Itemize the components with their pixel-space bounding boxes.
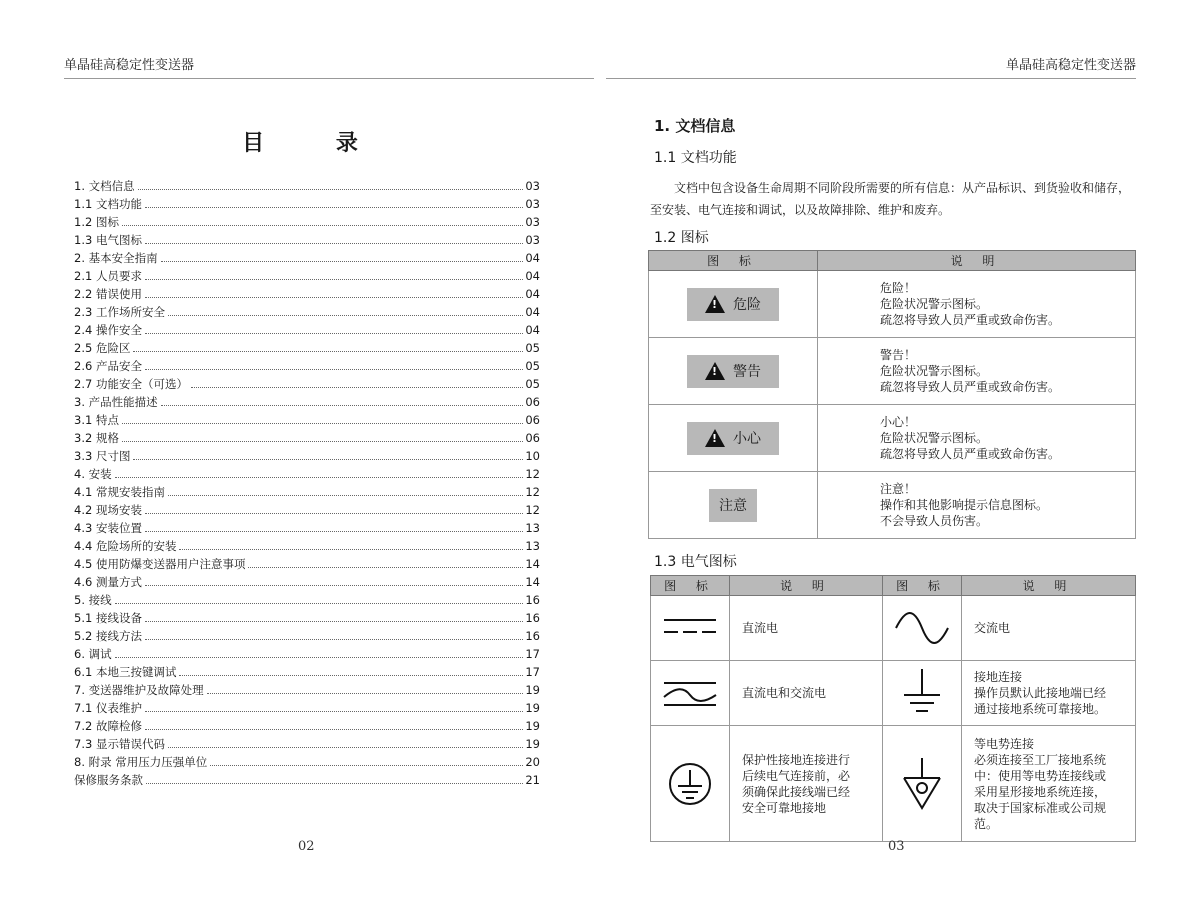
toc-entry-page: 21 (525, 773, 540, 787)
toc-leader-dots (145, 729, 523, 730)
toc-entry-page: 04 (525, 287, 540, 301)
toc-entry (74, 645, 540, 663)
toc-entry-label: 2.1 人员要求 (74, 269, 142, 283)
toc-leader-dots (122, 441, 523, 442)
toc-entry (74, 609, 540, 627)
toc-entry (74, 573, 540, 591)
toc-entry-label: 1.1 文档功能 (74, 197, 142, 211)
description-line: 通过接地系统可靠接地。 (974, 702, 1107, 716)
toc-leader-dots (207, 693, 524, 694)
table-row (649, 271, 1136, 338)
toc-entry (74, 267, 540, 285)
toc-entry-label: 1.2 图标 (74, 215, 119, 229)
toc-entry (74, 357, 540, 375)
toc-entry (74, 717, 540, 735)
toc-entry-label: 2.7 功能安全（可选） (74, 377, 188, 391)
toc-leader-dots (138, 189, 524, 190)
toc-entry-label: 3.2 规格 (74, 431, 119, 445)
toc-leader-dots (145, 585, 523, 586)
description-line: 范。 (974, 816, 999, 831)
toc-entry-page: 16 (525, 629, 540, 643)
description-line: 取决于国家标准或公司规 (974, 800, 1107, 815)
symbol-cell (883, 596, 962, 661)
toc-leader-dots (145, 207, 523, 208)
toc-entry-page: 14 (525, 557, 540, 571)
toc-leader-dots (145, 531, 523, 532)
ground-symbol-icon (890, 661, 954, 725)
hazard-badge-label: 危险 (733, 297, 761, 313)
toc-entry-page: 16 (525, 611, 540, 625)
toc-entry-page: 14 (525, 575, 540, 589)
toc-entry (74, 375, 540, 393)
toc-entry-page: 03 (525, 179, 540, 193)
toc-entry (74, 447, 540, 465)
icon-cell (649, 271, 818, 338)
toc-entry-page: 19 (525, 683, 540, 697)
icons-table (648, 250, 1136, 539)
table-header: 图 标 (651, 576, 730, 596)
description-line: 保护性接地连接进行 (742, 752, 851, 767)
toc-leader-dots (179, 675, 523, 676)
toc-entry-label: 7.1 仪表维护 (74, 701, 142, 715)
toc-entry-page: 12 (525, 467, 540, 481)
toc-entry (74, 681, 540, 699)
toc-leader-dots (168, 747, 523, 748)
toc-entry-page: 03 (525, 233, 540, 247)
header-divider (606, 78, 1136, 79)
toc-leader-dots (115, 657, 524, 658)
toc-entry (74, 429, 540, 447)
description-cell (730, 726, 883, 842)
description-cell (818, 472, 1136, 539)
toc-leader-dots (161, 405, 524, 406)
toc-entry-label: 4.4 危险场所的安装 (74, 539, 177, 553)
icon-cell (649, 338, 818, 405)
toc-entry-label: 3. 产品性能描述 (74, 395, 158, 409)
description-cell (962, 726, 1136, 842)
toc-leader-dots (145, 711, 523, 712)
hazard-badge (687, 355, 779, 388)
toc-leader-dots (122, 225, 523, 226)
toc-entry (74, 771, 540, 789)
toc-leader-dots (145, 621, 523, 622)
description-cell (962, 661, 1136, 726)
table-of-contents (74, 177, 540, 789)
toc-entry (74, 555, 540, 573)
table-row (649, 405, 1136, 472)
toc-entry-label: 4. 安装 (74, 467, 112, 481)
description-cell (730, 661, 883, 726)
table-header: 说 明 (818, 251, 1136, 271)
symbol-cell (883, 726, 962, 842)
toc-entry (74, 303, 540, 321)
toc-entry-label: 5.2 接线方法 (74, 629, 142, 643)
header-divider (64, 78, 594, 79)
toc-entry-label: 保修服务条款 (74, 773, 143, 787)
table-row (651, 661, 1136, 726)
icon-cell (649, 472, 818, 539)
toc-entry (74, 465, 540, 483)
toc-entry-label: 2. 基本安全指南 (74, 251, 158, 265)
description-line: 不会导致人员伤害。 (880, 514, 989, 528)
toc-entry (74, 177, 540, 195)
toc-leader-dots (115, 603, 524, 604)
description-cell (818, 405, 1136, 472)
hazard-badge (709, 489, 757, 522)
section-title: 1. 文档信息 (654, 117, 736, 135)
toc-entry (74, 339, 540, 357)
toc-entry-page: 16 (525, 593, 540, 607)
warning-triangle-icon (705, 362, 725, 380)
table-row (649, 472, 1136, 539)
toc-leader-dots (210, 765, 523, 766)
subsection-title: 1.2 图标 (654, 230, 709, 246)
toc-entry-label: 1.3 电气图标 (74, 233, 142, 247)
toc-entry-page: 06 (525, 413, 540, 427)
description-line: 中：使用等电势连接线或 (974, 768, 1107, 783)
toc-entry-page: 17 (525, 665, 540, 679)
toc-entry-page: 06 (525, 431, 540, 445)
toc-entry (74, 501, 540, 519)
toc-entry-label: 7. 变送器维护及故障处理 (74, 683, 204, 697)
description-line: 小心！ (880, 415, 917, 429)
toc-entry (74, 231, 540, 249)
toc-entry-label: 7.2 故障检修 (74, 719, 142, 733)
description-line: 危险状况警示图标。 (880, 364, 989, 378)
description-line: 危险状况警示图标。 (880, 297, 989, 311)
description-line: 操作员默认此接地端已经 (974, 686, 1107, 700)
protective-earth-icon (658, 752, 722, 816)
toc-entry (74, 735, 540, 753)
toc-entry-page: 19 (525, 701, 540, 715)
description-line: 接地连接 (974, 670, 1023, 684)
toc-entry-page: 05 (525, 341, 540, 355)
toc-entry-label: 4.2 现场安装 (74, 503, 142, 517)
toc-leader-dots (168, 315, 523, 316)
toc-entry-page: 04 (525, 269, 540, 283)
table-row (651, 726, 1136, 842)
description-cell (730, 596, 883, 661)
subsection-title: 1.1 文档功能 (654, 150, 737, 166)
toc-entry (74, 483, 540, 501)
toc-entry (74, 699, 540, 717)
description-line: 等电势连接 (974, 736, 1035, 751)
hazard-badge (687, 422, 779, 455)
toc-entry (74, 753, 540, 771)
subsection-title: 1.3 电气图标 (654, 554, 737, 570)
toc-entry-page: 19 (525, 737, 540, 751)
toc-leader-dots (248, 567, 523, 568)
toc-entry-page: 05 (525, 377, 540, 391)
header-title: 单晶硅高稳定性变送器 (1005, 58, 1136, 73)
toc-entry-label: 5. 接线 (74, 593, 112, 607)
dc-symbol-icon (658, 596, 722, 660)
toc-entry-label: 1. 文档信息 (74, 179, 135, 193)
description-line: 危险状况警示图标。 (880, 431, 989, 445)
toc-entry (74, 537, 540, 555)
toc-entry-page: 03 (525, 197, 540, 211)
header-title: 单晶硅高稳定性变送器 (64, 58, 195, 73)
table-header: 图 标 (883, 576, 962, 596)
icon-cell (649, 405, 818, 472)
toc-leader-dots (191, 387, 523, 388)
toc-entry-page: 04 (525, 305, 540, 319)
toc-entry-page: 05 (525, 359, 540, 373)
toc-leader-dots (145, 639, 523, 640)
toc-entry-page: 03 (525, 215, 540, 229)
description-line: 必须连接至工厂接地系统 (974, 752, 1107, 767)
toc-leader-dots (145, 513, 523, 514)
toc-entry-label: 2.5 危险区 (74, 341, 131, 355)
description-line: 警告！ (880, 348, 917, 362)
toc-entry-label: 2.3 工作场所安全 (74, 305, 165, 319)
warning-triangle-icon (705, 429, 725, 447)
description-line: 须确保此接线端已经 (742, 784, 851, 799)
toc-leader-dots (145, 369, 523, 370)
description-line: 安全可靠地接地 (742, 800, 827, 815)
toc-title: 目 录 (242, 131, 390, 156)
toc-leader-dots (133, 459, 523, 460)
table-header: 说 明 (730, 576, 883, 596)
toc-leader-dots (145, 333, 523, 334)
toc-entry (74, 213, 540, 231)
toc-entry-label: 5.1 接线设备 (74, 611, 142, 625)
toc-entry (74, 195, 540, 213)
description-line: 危险！ (880, 281, 917, 295)
toc-leader-dots (161, 261, 524, 262)
description-line: 直流电和交流电 (742, 686, 827, 700)
toc-entry (74, 663, 540, 681)
hazard-badge (687, 288, 779, 321)
toc-entry-label: 3.1 特点 (74, 413, 119, 427)
toc-entry-page: 17 (525, 647, 540, 661)
hazard-badge-label: 注意 (719, 498, 747, 514)
toc-entry-page: 19 (525, 719, 540, 733)
paragraph: 文档中包含设备生命周期不同阶段所需要的所有信息：从产品标识、到货验收和储存，至安装、电气连接和调试，以及故障排除、维护和废弃。 (650, 181, 1131, 217)
toc-entry (74, 519, 540, 537)
toc-entry (74, 285, 540, 303)
toc-leader-dots (168, 495, 523, 496)
hazard-badge-label: 小心 (733, 431, 761, 447)
description-line: 后续电气连接前，必 (742, 768, 851, 783)
toc-entry-label: 4.3 安装位置 (74, 521, 142, 535)
toc-entry-page: 12 (525, 485, 540, 499)
toc-entry-page: 06 (525, 395, 540, 409)
hazard-badge-label: 警告 (733, 364, 761, 380)
toc-leader-dots (133, 351, 523, 352)
description-cell (818, 338, 1136, 405)
toc-entry-label: 4.1 常规安装指南 (74, 485, 165, 499)
electrical-icons-table (650, 575, 1136, 842)
toc-leader-dots (146, 783, 523, 784)
toc-entry (74, 591, 540, 609)
toc-leader-dots (145, 279, 523, 280)
symbol-cell (651, 726, 730, 842)
toc-leader-dots (115, 477, 524, 478)
toc-entry-label: 3.3 尺寸图 (74, 449, 131, 463)
symbol-cell (651, 596, 730, 661)
toc-entry-page: 13 (525, 521, 540, 535)
toc-entry (74, 249, 540, 267)
toc-leader-dots (145, 297, 523, 298)
warning-triangle-icon (705, 295, 725, 313)
description-line: 疏忽将导致人员严重或致命伤害。 (880, 380, 1061, 394)
page-number: 02 (298, 839, 315, 854)
toc-entry-label: 2.4 操作安全 (74, 323, 142, 337)
equipotential-icon (890, 752, 954, 816)
description-line: 注意！ (880, 482, 917, 496)
toc-leader-dots (122, 423, 523, 424)
description-line: 操作和其他影响提示信息图标。 (880, 498, 1049, 512)
toc-entry (74, 321, 540, 339)
toc-entry-page: 10 (525, 449, 540, 463)
table-header: 图 标 (649, 251, 818, 271)
table-row (651, 596, 1136, 661)
description-line: 交流电 (974, 621, 1011, 635)
toc-entry (74, 411, 540, 429)
toc-leader-dots (179, 549, 523, 550)
toc-entry-page: 13 (525, 539, 540, 553)
toc-entry-label: 7.3 显示错误代码 (74, 737, 165, 751)
toc-entry-label: 4.5 使用防爆变送器用户注意事项 (74, 557, 246, 571)
toc-entry-label: 8. 附录 常用压力压强单位 (74, 755, 208, 769)
description-line: 疏忽将导致人员严重或致命伤害。 (880, 313, 1061, 327)
description-line: 采用星形接地系统连接， (974, 784, 1107, 799)
description-line: 疏忽将导致人员严重或致命伤害。 (880, 447, 1061, 461)
table-header: 说 明 (962, 576, 1136, 596)
description-line: 直流电 (742, 621, 779, 635)
toc-leader-dots (145, 243, 523, 244)
symbol-cell (651, 661, 730, 726)
toc-entry-label: 2.2 错误使用 (74, 287, 142, 301)
toc-entry (74, 393, 540, 411)
table-row (649, 338, 1136, 405)
description-cell (818, 271, 1136, 338)
toc-entry-label: 6. 调试 (74, 647, 112, 661)
symbol-cell (883, 661, 962, 726)
toc-entry-page: 04 (525, 251, 540, 265)
toc-entry (74, 627, 540, 645)
ac-symbol-icon (890, 596, 954, 660)
toc-entry-page: 20 (525, 755, 540, 769)
right-page (600, 0, 1200, 906)
toc-entry-label: 4.6 测量方式 (74, 575, 142, 589)
description-cell (962, 596, 1136, 661)
toc-entry-page: 04 (525, 323, 540, 337)
page-number: 03 (888, 839, 905, 854)
toc-entry-page: 12 (525, 503, 540, 517)
dc-ac-symbol-icon (658, 661, 722, 725)
toc-entry-label: 6.1 本地三按键调试 (74, 665, 177, 679)
toc-entry-label: 2.6 产品安全 (74, 359, 142, 373)
